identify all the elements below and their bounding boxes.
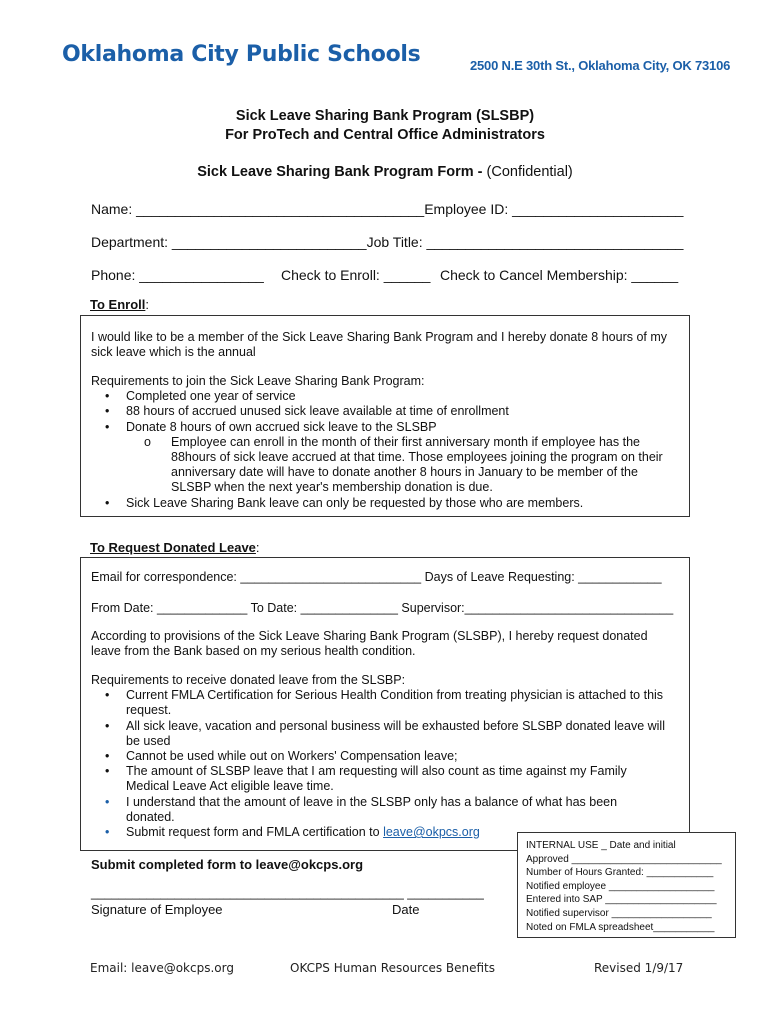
enroll-box bbox=[80, 315, 690, 517]
request-leave-box bbox=[80, 557, 690, 851]
internal-hours-field: Number of Hours Granted: ____________ bbox=[526, 867, 714, 879]
department-job-title-field[interactable]: Department: _________________________Job Title: _________________________________ bbox=[91, 234, 684, 250]
list-item: • Completed one year of service bbox=[105, 389, 296, 404]
internal-use-heading: INTERNAL USE _ Date and initial bbox=[526, 840, 676, 851]
footer-department: OKCPS Human Resources Benefits bbox=[290, 961, 496, 975]
list-item: • 88 hours of accrued unused sick leave available at time of enrollment bbox=[105, 404, 509, 419]
name-employee-id-field[interactable]: Name: _____________________________________Employee ID: ______________________ bbox=[91, 201, 684, 217]
internal-notified-employee-field: Notified employee ___________________ bbox=[526, 880, 715, 892]
internal-fmla-field: Noted on FMLA spreadsheet___________ bbox=[526, 921, 715, 933]
list-item: • Cannot be used while out on Workers' Compensation leave; bbox=[105, 749, 458, 764]
list-item: • All sick leave, vacation and personal business will be exhausted before SLSBP donated leave will be used bbox=[105, 718, 665, 748]
check-to-enroll-field[interactable]: Check to Enroll: ______ bbox=[281, 267, 431, 283]
enroll-requirements-heading: Requirements to join the Sick Leave Sharing Bank Program: bbox=[91, 374, 425, 388]
footer-email: Email: leave@okcps.org bbox=[90, 961, 234, 975]
submit-instruction: Submit completed form to leave@okcps.org bbox=[91, 857, 364, 872]
request-requirements bbox=[91, 673, 686, 840]
list-item: • I understand that the amount of leave in the SLSBP only has a balance of what has been donated. bbox=[105, 794, 618, 824]
list-item: • Current FMLA Certification for Serious Health Condition from treating physician is attached to this request. bbox=[105, 688, 664, 718]
sub-list-item: o Employee can enroll in the month of their first anniversary month if employee has the 88hours of sick leave accrued at that time. Those employees joining the program on their anniversary date will have to donate another 8 hours in January to be member of the SLSBP when the next year's membership donation is due. bbox=[144, 434, 663, 495]
program-subtitle: For ProTech and Central Office Administrators bbox=[225, 127, 545, 143]
dates-supervisor-field[interactable]: From Date: _____________ To Date: ______________ Supervisor:______________________________ bbox=[91, 601, 674, 615]
form-title-main: Sick Leave Sharing Bank Program Form - bbox=[197, 164, 487, 180]
date-label: Date bbox=[392, 902, 420, 917]
enroll-requirements bbox=[91, 374, 686, 511]
footer-revised: Revised 1/9/17 bbox=[594, 961, 684, 975]
internal-approved-field: Approved ___________________________ bbox=[526, 853, 722, 865]
list-item: • Donate 8 hours of own accrued sick leave to the SLSBP o Employee can enroll in the month of their first anniversary month if employee has the 88hours of sick leave accrued at that time. Those employees joining the program on their anniversary date will have to donate another 8 hours in January to be member of the SLSBP when the next year's membership donation is due. bbox=[81, 420, 686, 496]
phone-field[interactable]: Phone: ________________ bbox=[91, 267, 264, 283]
enroll-intro: I would like to be a member of the Sick Leave Sharing Bank Program and I hereby donate 8 hours of my sick leave which is the annual bbox=[91, 330, 668, 360]
request-requirements-heading: Requirements to receive donated leave from the SLSBP: bbox=[91, 673, 406, 687]
internal-sap-field: Entered into SAP ____________________ bbox=[526, 894, 717, 906]
to-enroll-label: To Enroll: bbox=[90, 297, 149, 312]
leave-email-link[interactable]: leave@okpcs.org bbox=[383, 825, 480, 840]
provision-text: According to provisions of the Sick Leave Sharing Bank Program (SLSBP), I hereby request donated leave from the Bank based on my serious health condition. bbox=[91, 629, 648, 659]
signature-label: Signature of Employee bbox=[91, 902, 223, 917]
form-title bbox=[0, 164, 770, 180]
list-item: • Sick Leave Sharing Bank leave can only be requested by those who are members. bbox=[105, 495, 584, 510]
program-title: Sick Leave Sharing Bank Program (SLSBP) bbox=[235, 108, 535, 124]
list-item: • The amount of SLSBP leave that I am requesting will also count as time against my Family Medical Leave Act eligible leave time. bbox=[105, 764, 627, 794]
school-name-logo: Oklahoma City Public Schools bbox=[62, 42, 421, 67]
school-address: 2500 N.E 30th St., Oklahoma City, OK 73106 bbox=[470, 58, 731, 73]
internal-notified-supervisor-field: Notified supervisor __________________ bbox=[526, 907, 712, 919]
form-title-confidential: (Confidential) bbox=[486, 164, 573, 180]
internal-use-box bbox=[517, 832, 736, 938]
request-leave-label: To Request Donated Leave: bbox=[90, 540, 260, 555]
email-days-field[interactable]: Email for correspondence: __________________________ Days of Leave Requesting: ____________ bbox=[91, 570, 662, 584]
check-to-cancel-field[interactable]: Check to Cancel Membership: ______ bbox=[440, 267, 679, 283]
signature-line[interactable]: _____________________________________________ ___________ bbox=[91, 886, 484, 900]
list-item: • Submit request form and FMLA certification to leave@okpcs.org bbox=[105, 825, 480, 840]
